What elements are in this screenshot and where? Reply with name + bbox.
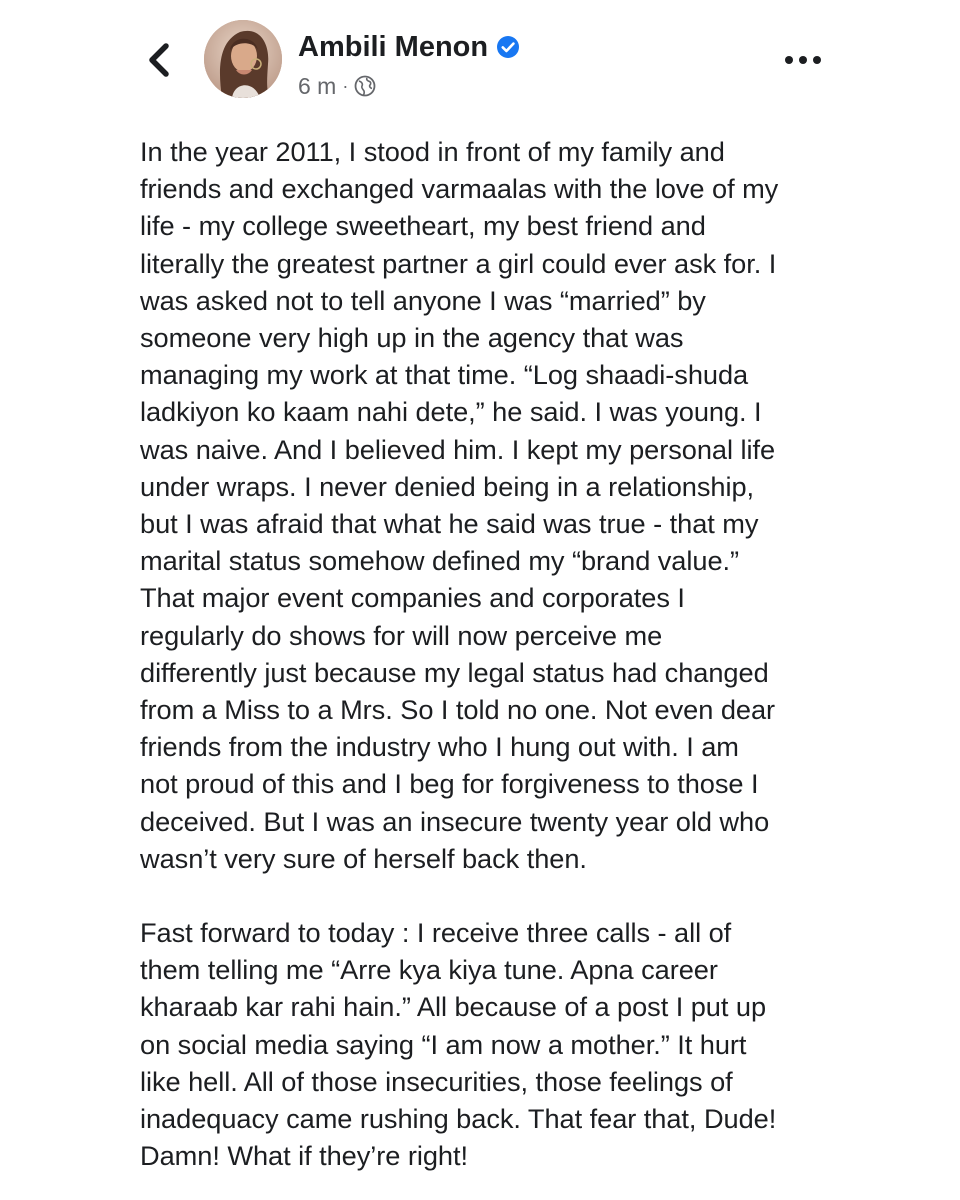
verified-badge-icon <box>496 35 520 59</box>
back-button[interactable] <box>140 38 180 82</box>
chevron-left-icon <box>140 38 180 82</box>
post-paragraph: Fast forward to today : I receive three calls - all of them telling me “Arre kya kiya tune. Apna career kharaab kar rahi hain.” All because of a post I put up on social media saying “I am now a mother.” It hurt like hell. All of those insecurities, those feelings of inadequacy came rushing back. That fear that, Dude! Damn! What if they’re right! <box>140 917 777 1172</box>
post-paragraph: In the year 2011, I stood in front of my family and friends and exchanged varmaalas with the love of my life - my college sweetheart, my best friend and literally the greatest partner a girl could ever ask for. I was asked not to tell anyone I was “married” by someone very high up in the agency that was managing my work at that time. “Log shaadi-shuda ladkiyon ko kaam nahi dete,” he said. I was young. I was naive. And I believed him. I kept my personal life under wraps. I never denied being in a relationship, but I was afraid that what he said was true - that my marital status somehow defined my “brand value.” That major event companies and corporates I regularly do shows for will now perceive me differently just because my legal status had changed from a Miss to a Mrs. So I told no one. Not even dear friends from the industry who I hung out with. I am not proud of this and I beg for forgiveness to those I deceived. But I was an insecure twenty year old who wasn’t very sure of herself back then. <box>140 136 779 874</box>
post-text <box>140 133 840 1174</box>
more-horizontal-icon <box>780 48 826 72</box>
more-options-button[interactable] <box>780 48 826 72</box>
globe-icon <box>354 75 376 97</box>
post-meta <box>298 72 376 100</box>
post-header <box>0 0 960 120</box>
meta-separator: · <box>342 76 349 96</box>
author-name[interactable]: Ambili Menon <box>298 31 489 63</box>
post-timestamp[interactable]: 6 m <box>298 73 337 99</box>
avatar-photo <box>204 20 282 98</box>
author-row <box>298 30 520 64</box>
avatar[interactable] <box>204 20 282 98</box>
